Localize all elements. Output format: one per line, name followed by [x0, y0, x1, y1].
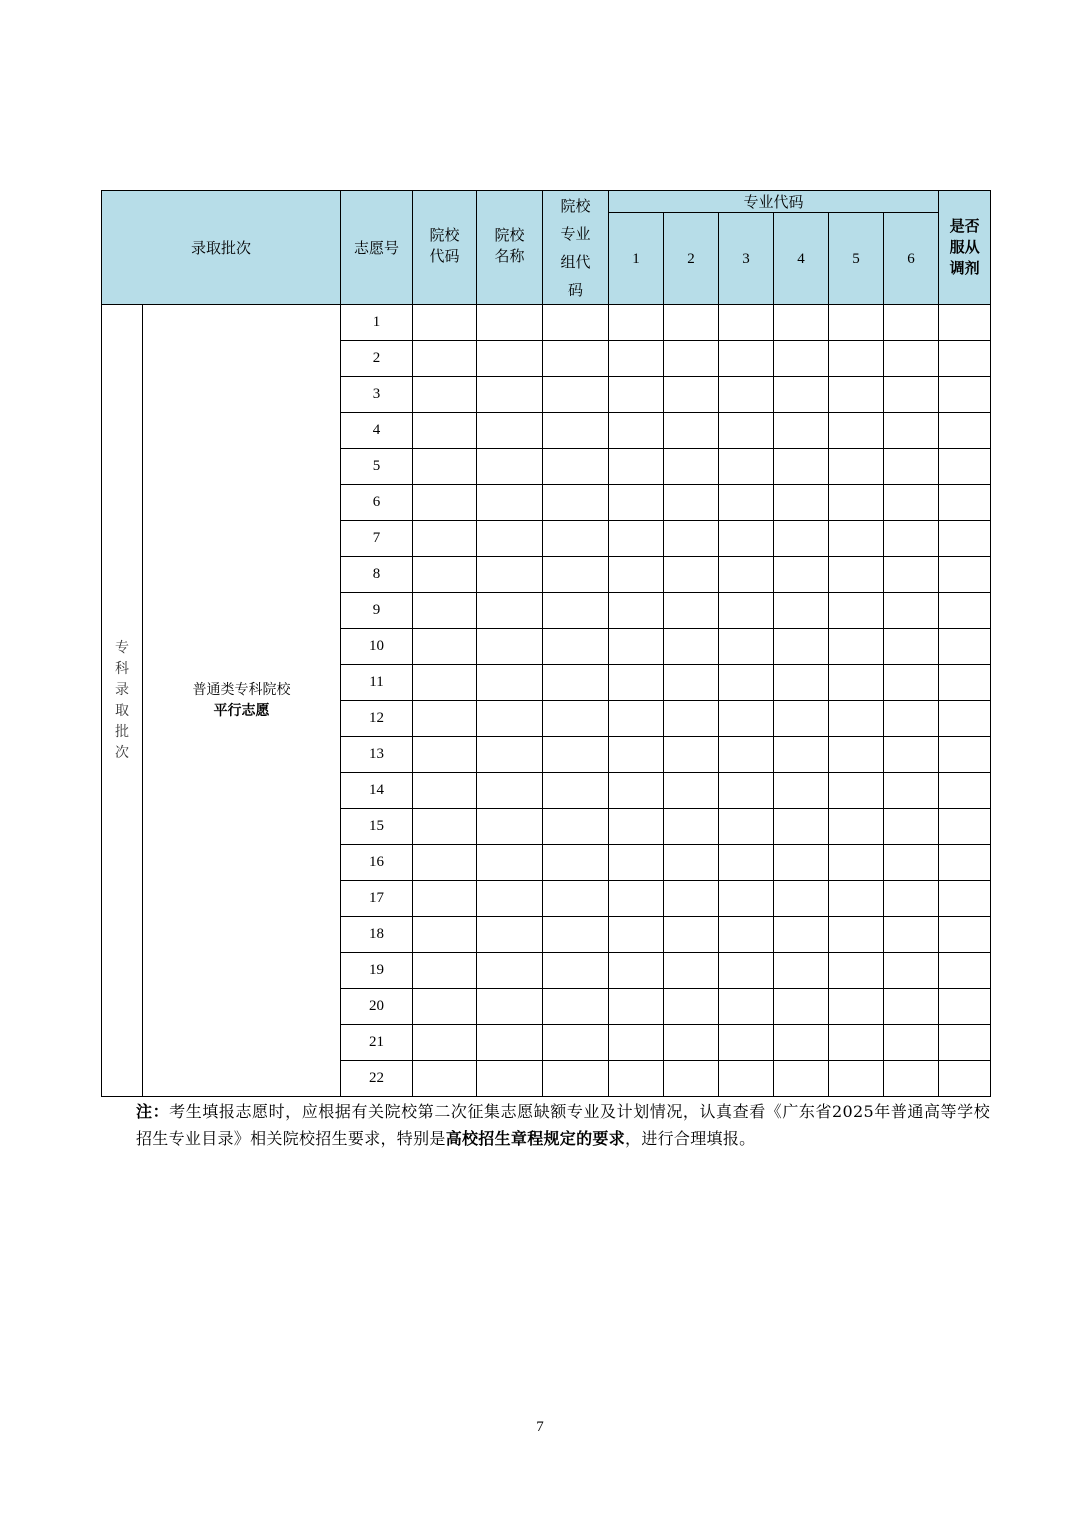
accept-adjustment-cell[interactable] — [939, 1061, 991, 1097]
school-name-cell[interactable] — [477, 881, 543, 917]
major-code-1-cell[interactable] — [609, 845, 664, 881]
major-code-1-cell[interactable] — [609, 665, 664, 701]
choice-number-cell: 13 — [341, 737, 413, 773]
school-code-cell[interactable] — [413, 305, 477, 341]
school-code-cell[interactable] — [413, 485, 477, 521]
major-code-2-cell[interactable] — [664, 845, 719, 881]
school-name-cell[interactable] — [477, 737, 543, 773]
major-code-2-cell[interactable] — [664, 737, 719, 773]
school-code-cell[interactable] — [413, 701, 477, 737]
major-code-3-cell[interactable] — [719, 845, 774, 881]
major-code-5-cell[interactable] — [829, 917, 884, 953]
choice-number-cell: 7 — [341, 521, 413, 557]
accept-adjustment-cell[interactable] — [939, 845, 991, 881]
school-group-code-cell[interactable] — [543, 845, 609, 881]
category-label — [143, 680, 340, 722]
major-code-2-cell[interactable] — [664, 341, 719, 377]
major-code-3-cell[interactable] — [719, 881, 774, 917]
major-code-5-cell[interactable] — [829, 989, 884, 1025]
school-group-code-cell[interactable] — [543, 377, 609, 413]
school-name-cell[interactable] — [477, 773, 543, 809]
major-code-1-cell[interactable] — [609, 809, 664, 845]
school-name-cell[interactable] — [477, 521, 543, 557]
major-code-6-cell[interactable] — [884, 377, 939, 413]
major-code-2-cell[interactable] — [664, 953, 719, 989]
category-line-1: 普通类专科院校 — [192, 681, 291, 698]
header-school-name — [477, 191, 543, 305]
accept-adjustment-cell[interactable] — [939, 629, 991, 665]
major-code-5-cell[interactable] — [829, 1025, 884, 1061]
header-major-col-3: 3 — [719, 213, 774, 305]
major-code-5-cell[interactable] — [829, 377, 884, 413]
school-group-code-cell[interactable] — [543, 773, 609, 809]
major-code-4-cell[interactable] — [774, 989, 829, 1025]
school-group-code-cell[interactable] — [543, 593, 609, 629]
major-code-1-cell[interactable] — [609, 413, 664, 449]
school-group-code-cell[interactable] — [543, 665, 609, 701]
school-code-cell[interactable] — [413, 629, 477, 665]
school-group-code-cell[interactable] — [543, 449, 609, 485]
major-code-4-cell[interactable] — [774, 701, 829, 737]
application-form-table — [101, 190, 991, 1097]
major-code-4-cell[interactable] — [774, 1025, 829, 1061]
school-name-cell[interactable] — [477, 413, 543, 449]
major-code-2-cell[interactable] — [664, 629, 719, 665]
major-code-5-cell[interactable] — [829, 413, 884, 449]
choice-number-cell: 18 — [341, 917, 413, 953]
major-code-6-cell[interactable] — [884, 809, 939, 845]
major-code-4-cell[interactable] — [774, 521, 829, 557]
major-code-6-cell[interactable] — [884, 557, 939, 593]
major-code-6-cell[interactable] — [884, 629, 939, 665]
choice-number-cell: 14 — [341, 773, 413, 809]
choice-number-cell: 1 — [341, 305, 413, 341]
major-code-3-cell[interactable] — [719, 413, 774, 449]
major-code-2-cell[interactable] — [664, 881, 719, 917]
school-code-cell[interactable] — [413, 953, 477, 989]
major-code-6-cell[interactable] — [884, 989, 939, 1025]
choice-number-cell: 12 — [341, 701, 413, 737]
school-group-code-cell[interactable] — [543, 629, 609, 665]
major-code-3-cell[interactable] — [719, 377, 774, 413]
major-code-6-cell[interactable] — [884, 521, 939, 557]
school-name-cell[interactable] — [477, 701, 543, 737]
category-cell — [143, 305, 341, 1097]
school-code-cell[interactable] — [413, 449, 477, 485]
school-name-cell[interactable] — [477, 845, 543, 881]
note-paragraph — [136, 1098, 990, 1152]
school-code-cell[interactable] — [413, 377, 477, 413]
major-code-4-cell[interactable] — [774, 377, 829, 413]
table-row — [102, 305, 991, 341]
choice-number-cell: 5 — [341, 449, 413, 485]
school-group-code-cell[interactable] — [543, 305, 609, 341]
major-code-3-cell[interactable] — [719, 593, 774, 629]
header-school-code — [413, 191, 477, 305]
school-code-cell[interactable] — [413, 845, 477, 881]
major-code-6-cell[interactable] — [884, 305, 939, 341]
major-code-3-cell[interactable] — [719, 1061, 774, 1097]
major-code-1-cell[interactable] — [609, 449, 664, 485]
major-code-5-cell[interactable] — [829, 521, 884, 557]
major-code-1-cell[interactable] — [609, 521, 664, 557]
major-code-2-cell[interactable] — [664, 809, 719, 845]
accept-adjustment-cell[interactable] — [939, 737, 991, 773]
school-code-cell[interactable] — [413, 773, 477, 809]
accept-adjustment-cell[interactable] — [939, 521, 991, 557]
major-code-4-cell[interactable] — [774, 593, 829, 629]
school-code-cell[interactable] — [413, 1061, 477, 1097]
major-code-3-cell[interactable] — [719, 1025, 774, 1061]
school-name-cell[interactable] — [477, 809, 543, 845]
accept-adjustment-cell[interactable] — [939, 449, 991, 485]
major-code-1-cell[interactable] — [609, 737, 664, 773]
category-line-2: 平行志愿 — [213, 702, 270, 719]
header-major-col-6: 6 — [884, 213, 939, 305]
school-code-cell[interactable] — [413, 917, 477, 953]
accept-adjustment-cell[interactable] — [939, 701, 991, 737]
choice-number-cell: 11 — [341, 665, 413, 701]
major-code-1-cell[interactable] — [609, 881, 664, 917]
major-code-3-cell[interactable] — [719, 485, 774, 521]
major-code-3-cell[interactable] — [719, 989, 774, 1025]
major-code-5-cell[interactable] — [829, 953, 884, 989]
major-code-3-cell[interactable] — [719, 953, 774, 989]
school-code-cell[interactable] — [413, 593, 477, 629]
choice-number-cell: 4 — [341, 413, 413, 449]
header-major-col-2: 2 — [664, 213, 719, 305]
note-text-after: ，进行合理填报。 — [625, 1129, 756, 1148]
choice-number-cell: 8 — [341, 557, 413, 593]
major-code-6-cell[interactable] — [884, 737, 939, 773]
major-code-3-cell[interactable] — [719, 449, 774, 485]
choice-number-cell: 6 — [341, 485, 413, 521]
school-code-cell[interactable] — [413, 521, 477, 557]
major-code-2-cell[interactable] — [664, 305, 719, 341]
header-school-code-text: 院校代码 — [429, 226, 460, 265]
note-text-before: 考生填报志愿时，应根据有关院校第二次征集志愿缺额专业及计划情况，认真查看《广东省2025年普通高等学校招生专业目录》相关院校招生要求，特别是 — [136, 1102, 990, 1148]
choice-number-cell: 2 — [341, 341, 413, 377]
major-code-4-cell[interactable] — [774, 1061, 829, 1097]
major-code-4-cell[interactable] — [774, 557, 829, 593]
choice-number-cell: 10 — [341, 629, 413, 665]
major-code-4-cell[interactable] — [774, 809, 829, 845]
major-code-6-cell[interactable] — [884, 341, 939, 377]
school-name-cell[interactable] — [477, 593, 543, 629]
major-code-1-cell[interactable] — [609, 1061, 664, 1097]
school-code-cell[interactable] — [413, 1025, 477, 1061]
major-code-6-cell[interactable] — [884, 701, 939, 737]
choice-number-cell: 9 — [341, 593, 413, 629]
school-group-code-cell[interactable] — [543, 521, 609, 557]
major-code-1-cell[interactable] — [609, 557, 664, 593]
major-code-3-cell[interactable] — [719, 773, 774, 809]
major-code-6-cell[interactable] — [884, 773, 939, 809]
choice-number-cell: 21 — [341, 1025, 413, 1061]
accept-adjustment-cell[interactable] — [939, 485, 991, 521]
accept-adjustment-cell[interactable] — [939, 413, 991, 449]
major-code-4-cell[interactable] — [774, 845, 829, 881]
major-code-6-cell[interactable] — [884, 1061, 939, 1097]
major-code-3-cell[interactable] — [719, 305, 774, 341]
major-code-6-cell[interactable] — [884, 1025, 939, 1061]
major-code-2-cell[interactable] — [664, 557, 719, 593]
school-name-cell[interactable] — [477, 917, 543, 953]
header-school-name-text: 院校名称 — [494, 226, 525, 265]
major-code-5-cell[interactable] — [829, 629, 884, 665]
school-group-code-cell[interactable] — [543, 341, 609, 377]
major-code-3-cell[interactable] — [719, 809, 774, 845]
major-code-2-cell[interactable] — [664, 989, 719, 1025]
school-name-cell[interactable] — [477, 485, 543, 521]
major-code-4-cell[interactable] — [774, 953, 829, 989]
school-group-code-cell[interactable] — [543, 989, 609, 1025]
major-code-5-cell[interactable] — [829, 485, 884, 521]
choice-number-cell: 15 — [341, 809, 413, 845]
major-code-2-cell[interactable] — [664, 521, 719, 557]
school-code-cell[interactable] — [413, 809, 477, 845]
school-group-code-cell[interactable] — [543, 1061, 609, 1097]
header-choice-number: 志愿号 — [341, 191, 413, 305]
header-major-codes: 专业代码 — [609, 191, 939, 213]
major-code-2-cell[interactable] — [664, 917, 719, 953]
major-code-4-cell[interactable] — [774, 665, 829, 701]
major-code-5-cell[interactable] — [829, 665, 884, 701]
school-code-cell[interactable] — [413, 413, 477, 449]
major-code-6-cell[interactable] — [884, 953, 939, 989]
major-code-6-cell[interactable] — [884, 413, 939, 449]
major-code-3-cell[interactable] — [719, 701, 774, 737]
major-code-2-cell[interactable] — [664, 701, 719, 737]
school-group-code-cell[interactable] — [543, 737, 609, 773]
school-name-cell[interactable] — [477, 989, 543, 1025]
accept-adjustment-cell[interactable] — [939, 917, 991, 953]
school-code-cell[interactable] — [413, 989, 477, 1025]
major-code-5-cell[interactable] — [829, 737, 884, 773]
accept-adjustment-cell[interactable] — [939, 377, 991, 413]
major-code-4-cell[interactable] — [774, 881, 829, 917]
school-name-cell[interactable] — [477, 449, 543, 485]
header-major-col-4: 4 — [774, 213, 829, 305]
school-group-code-cell[interactable] — [543, 701, 609, 737]
major-code-2-cell[interactable] — [664, 1025, 719, 1061]
school-group-code-cell[interactable] — [543, 557, 609, 593]
major-code-3-cell[interactable] — [719, 665, 774, 701]
major-code-6-cell[interactable] — [884, 845, 939, 881]
major-code-3-cell[interactable] — [719, 629, 774, 665]
school-name-cell[interactable] — [477, 341, 543, 377]
school-code-cell[interactable] — [413, 737, 477, 773]
major-code-1-cell[interactable] — [609, 593, 664, 629]
school-group-code-cell[interactable] — [543, 809, 609, 845]
accept-adjustment-cell[interactable] — [939, 557, 991, 593]
school-group-code-cell[interactable] — [543, 1025, 609, 1061]
major-code-3-cell[interactable] — [719, 557, 774, 593]
major-code-2-cell[interactable] — [664, 413, 719, 449]
accept-adjustment-cell[interactable] — [939, 341, 991, 377]
major-code-5-cell[interactable] — [829, 593, 884, 629]
school-name-cell[interactable] — [477, 557, 543, 593]
choice-number-cell: 19 — [341, 953, 413, 989]
school-name-cell[interactable] — [477, 305, 543, 341]
major-code-1-cell[interactable] — [609, 953, 664, 989]
major-code-6-cell[interactable] — [884, 449, 939, 485]
note-emphasis: 高校招生章程规定的要求 — [445, 1129, 626, 1148]
header-major-col-5: 5 — [829, 213, 884, 305]
accept-adjustment-cell[interactable] — [939, 773, 991, 809]
major-code-1-cell[interactable] — [609, 701, 664, 737]
choice-number-cell: 3 — [341, 377, 413, 413]
header-accept-adjustment-text: 是否服从调剂 — [949, 217, 980, 277]
page-number: 7 — [536, 1419, 544, 1435]
major-code-5-cell[interactable] — [829, 449, 884, 485]
batch-label: 专科录取批次 — [115, 639, 129, 761]
major-code-1-cell[interactable] — [609, 485, 664, 521]
major-code-5-cell[interactable] — [829, 341, 884, 377]
major-code-5-cell[interactable] — [829, 845, 884, 881]
major-code-6-cell[interactable] — [884, 881, 939, 917]
accept-adjustment-cell[interactable] — [939, 989, 991, 1025]
major-code-2-cell[interactable] — [664, 1061, 719, 1097]
major-code-3-cell[interactable] — [719, 341, 774, 377]
major-code-1-cell[interactable] — [609, 773, 664, 809]
major-code-5-cell[interactable] — [829, 1061, 884, 1097]
major-code-4-cell[interactable] — [774, 485, 829, 521]
accept-adjustment-cell[interactable] — [939, 305, 991, 341]
major-code-1-cell[interactable] — [609, 989, 664, 1025]
major-code-2-cell[interactable] — [664, 593, 719, 629]
major-code-1-cell[interactable] — [609, 1025, 664, 1061]
major-code-4-cell[interactable] — [774, 305, 829, 341]
major-code-1-cell[interactable] — [609, 377, 664, 413]
major-code-4-cell[interactable] — [774, 773, 829, 809]
school-name-cell[interactable] — [477, 953, 543, 989]
major-code-5-cell[interactable] — [829, 557, 884, 593]
school-name-cell[interactable] — [477, 1061, 543, 1097]
header-accept-adjustment — [939, 191, 991, 305]
major-code-1-cell[interactable] — [609, 629, 664, 665]
major-code-6-cell[interactable] — [884, 485, 939, 521]
accept-adjustment-cell[interactable] — [939, 1025, 991, 1061]
school-code-cell[interactable] — [413, 881, 477, 917]
choice-number-cell: 17 — [341, 881, 413, 917]
school-group-code-cell[interactable] — [543, 917, 609, 953]
major-code-4-cell[interactable] — [774, 341, 829, 377]
major-code-2-cell[interactable] — [664, 377, 719, 413]
major-code-6-cell[interactable] — [884, 917, 939, 953]
school-name-cell[interactable] — [477, 629, 543, 665]
major-code-5-cell[interactable] — [829, 701, 884, 737]
school-code-cell[interactable] — [413, 557, 477, 593]
accept-adjustment-cell[interactable] — [939, 809, 991, 845]
major-code-6-cell[interactable] — [884, 593, 939, 629]
choice-number-cell: 20 — [341, 989, 413, 1025]
major-code-5-cell[interactable] — [829, 809, 884, 845]
table-header — [102, 191, 991, 305]
school-group-code-cell[interactable] — [543, 413, 609, 449]
header-batch: 录取批次 — [102, 191, 341, 305]
accept-adjustment-cell[interactable] — [939, 665, 991, 701]
major-code-1-cell[interactable] — [609, 305, 664, 341]
major-code-1-cell[interactable] — [609, 341, 664, 377]
major-code-5-cell[interactable] — [829, 305, 884, 341]
major-code-3-cell[interactable] — [719, 737, 774, 773]
major-code-3-cell[interactable] — [719, 521, 774, 557]
accept-adjustment-cell[interactable] — [939, 593, 991, 629]
major-code-1-cell[interactable] — [609, 917, 664, 953]
header-school-group-code — [543, 191, 609, 305]
table-body — [102, 305, 991, 1097]
batch-cell — [102, 305, 143, 1097]
major-code-3-cell[interactable] — [719, 917, 774, 953]
major-code-4-cell[interactable] — [774, 737, 829, 773]
choice-number-cell: 16 — [341, 845, 413, 881]
major-code-4-cell[interactable] — [774, 629, 829, 665]
school-group-code-cell[interactable] — [543, 881, 609, 917]
school-name-cell[interactable] — [477, 377, 543, 413]
major-code-5-cell[interactable] — [829, 881, 884, 917]
major-code-4-cell[interactable] — [774, 413, 829, 449]
choice-number-cell: 22 — [341, 1061, 413, 1097]
school-name-cell[interactable] — [477, 665, 543, 701]
major-code-2-cell[interactable] — [664, 449, 719, 485]
major-code-4-cell[interactable] — [774, 449, 829, 485]
major-code-2-cell[interactable] — [664, 485, 719, 521]
header-major-col-1: 1 — [609, 213, 664, 305]
accept-adjustment-cell[interactable] — [939, 881, 991, 917]
major-code-5-cell[interactable] — [829, 773, 884, 809]
school-group-code-cell[interactable] — [543, 485, 609, 521]
school-code-cell[interactable] — [413, 665, 477, 701]
major-code-4-cell[interactable] — [774, 917, 829, 953]
note-label: 注： — [136, 1102, 170, 1121]
school-code-cell[interactable] — [413, 341, 477, 377]
major-code-6-cell[interactable] — [884, 665, 939, 701]
major-code-2-cell[interactable] — [664, 773, 719, 809]
accept-adjustment-cell[interactable] — [939, 953, 991, 989]
major-code-2-cell[interactable] — [664, 665, 719, 701]
school-name-cell[interactable] — [477, 1025, 543, 1061]
header-school-group-code-text: 院校专业组代码 — [560, 196, 591, 299]
school-group-code-cell[interactable] — [543, 953, 609, 989]
